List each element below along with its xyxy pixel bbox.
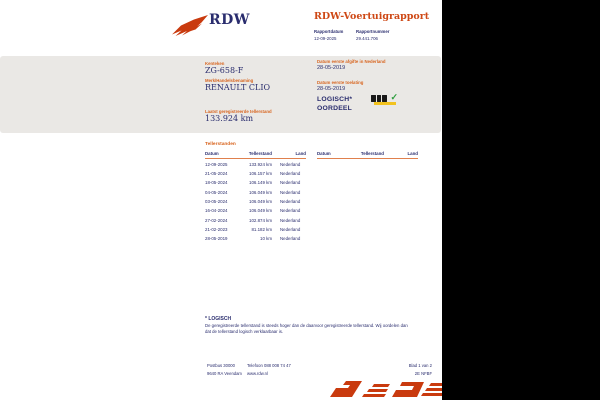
footer-doc-code: 2E NFBF bbox=[414, 370, 432, 376]
green-check-icon: ✓ bbox=[390, 91, 398, 102]
footer-website: www.rdw.nl bbox=[247, 370, 268, 376]
table-row: 28-05-2019 10 km Nederland bbox=[205, 236, 301, 242]
table-row: 16-04-2024 106.049 km Nederland bbox=[205, 208, 301, 214]
col-header-datum: Datum bbox=[317, 151, 331, 156]
table-row: 18-05-2024 106.149 km Nederland bbox=[205, 180, 301, 186]
last-odometer-value: 133.924 km bbox=[205, 114, 254, 123]
col-header-land: Land bbox=[407, 151, 418, 156]
license-plate-label: Kenteken bbox=[205, 61, 225, 66]
eagle-stripes-decoration-icon bbox=[328, 380, 442, 399]
brand-wordmark: RDW bbox=[209, 12, 250, 28]
footer-contact bbox=[247, 362, 291, 377]
first-admission-value: 28-05-2019 bbox=[317, 85, 346, 92]
license-plate-value: ZG-658-F bbox=[205, 66, 244, 75]
footnote-title: * LOGISCH bbox=[205, 316, 232, 322]
footer-address bbox=[207, 362, 242, 377]
odometer-digit bbox=[377, 95, 382, 102]
odometer-digit bbox=[382, 95, 387, 102]
black-letterbox bbox=[442, 0, 600, 400]
verdict-line1: LOGISCH* bbox=[317, 96, 353, 103]
readings-table-body bbox=[205, 159, 306, 244]
readings-table-header bbox=[205, 151, 306, 159]
footer-paging bbox=[390, 362, 432, 377]
make-model-label: Merk/Handelsbenaming bbox=[205, 78, 254, 83]
report-number-label: Rapportnummer bbox=[356, 29, 390, 34]
footer-postbus: Postbus 30000 bbox=[207, 363, 235, 368]
footnote-line2: dat de tellerstand logisch verklaarbaar is. bbox=[205, 329, 284, 335]
footer-phone: Telefoon 088 008 74 47 bbox=[247, 363, 291, 368]
first-issue-nl-label: Datum eerste afgifte in Nederland bbox=[317, 59, 386, 64]
last-odometer-label: Laatst geregistreerde tellerstand bbox=[205, 109, 272, 114]
table-row: 04-05-2024 106.049 km Nederland bbox=[205, 189, 301, 195]
odometer-digits bbox=[371, 95, 387, 102]
readings-section-title: Tellerstanden bbox=[205, 142, 236, 147]
col-header-land: Land bbox=[295, 151, 306, 156]
col-header-tellerstand: Tellerstand bbox=[248, 151, 272, 156]
verdict-text bbox=[317, 95, 352, 113]
odometer-check-icon bbox=[371, 91, 398, 107]
make-model-value: RENAULT CLIO bbox=[205, 83, 271, 92]
report-date-label: Rapportdatum bbox=[314, 29, 344, 34]
report-title: RDW-Voertuigrapport bbox=[314, 11, 430, 22]
first-admission-label: Datum eerste toelating bbox=[317, 80, 364, 85]
readings-table bbox=[205, 151, 306, 244]
table-row: 21-02-2023 81.182 km Nederland bbox=[205, 227, 301, 233]
table-row: 21-05-2024 106.157 km Nederland bbox=[205, 171, 301, 176]
footnote-line1: De geregistreerde tellerstand is steeds hoger dan de daarvoor geregistreerde tellerstand. Wij oordelen dan bbox=[205, 323, 408, 328]
footer-city: 9640 RA Veendam bbox=[207, 370, 242, 376]
col-header-tellerstand: Tellerstand bbox=[360, 151, 384, 156]
footer-page-number: Blad 1 van 2 bbox=[408, 363, 432, 368]
rdw-eagle-logo-icon bbox=[172, 15, 208, 38]
col-header-datum: Datum bbox=[205, 151, 219, 156]
table-row: 03-05-2024 106.049 km Nederland bbox=[205, 199, 301, 205]
readings-table-empty bbox=[317, 151, 418, 159]
table-row: 12-09-2025 133.924 km Nederland bbox=[205, 161, 301, 167]
readings-table2-header bbox=[317, 151, 418, 159]
footnote bbox=[205, 316, 437, 336]
verdict-line2: OORDEEL bbox=[317, 105, 353, 112]
table-row: 27-02-2024 102.874 km Nederland bbox=[205, 217, 301, 223]
report-number-value: 29.441.706 bbox=[356, 35, 378, 41]
report-date-value: 12-09-2025 bbox=[314, 35, 337, 41]
first-issue-nl-value: 28-05-2019 bbox=[317, 64, 346, 71]
odometer-digit bbox=[371, 95, 376, 102]
